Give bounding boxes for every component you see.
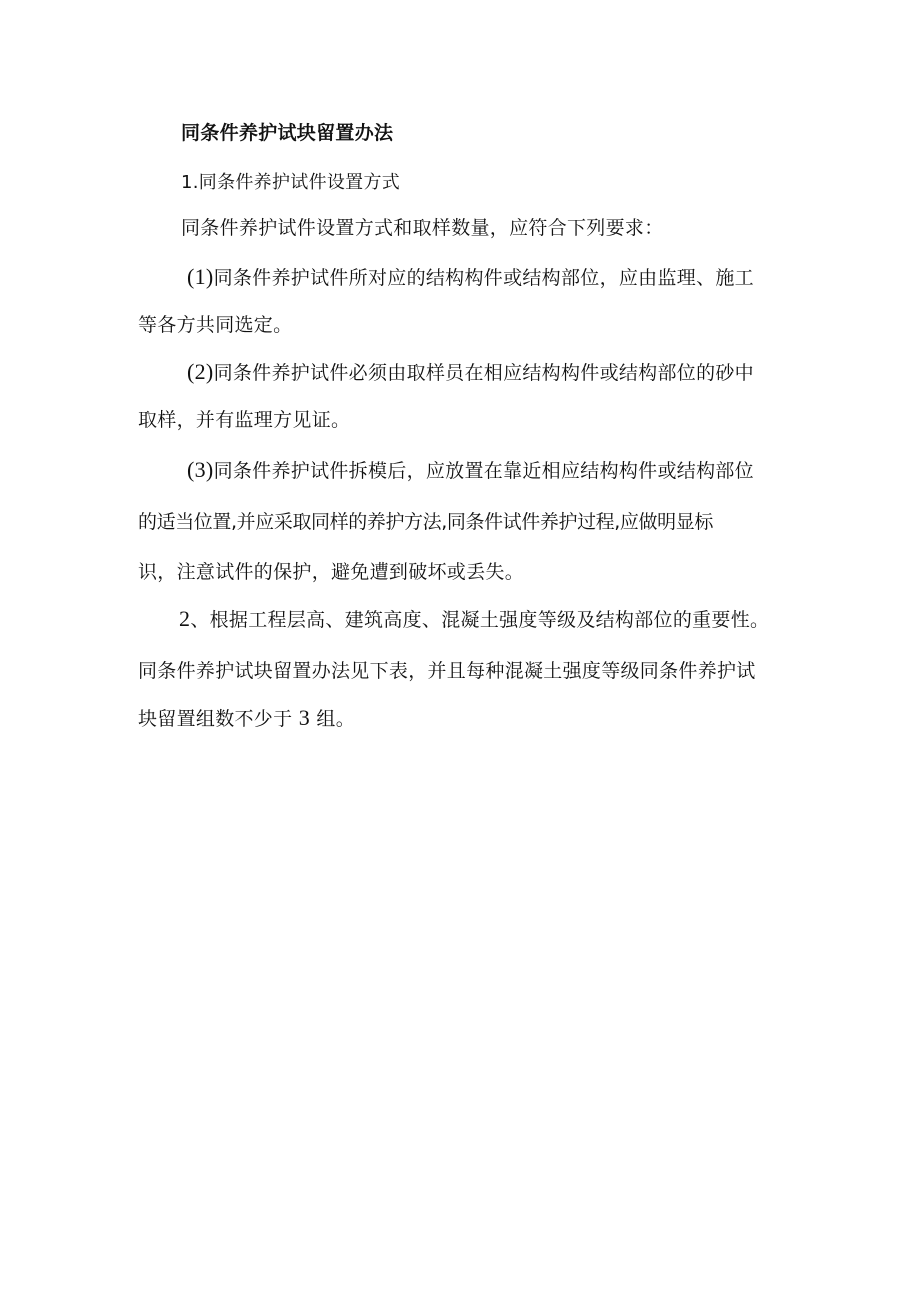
item-2-line-1 [187, 360, 754, 385]
section-2-line-2: 同条件养护试块留置办法见下表，并且每种混凝土强度等级同条件养护试 [138, 660, 756, 682]
item-3-line-1 [187, 458, 754, 483]
item-3-text: 同条件养护试件拆模后，应放置在靠近相应结构构件或结构部位 [213, 460, 754, 482]
intro-paragraph: 同条件养护试件设置方式和取样数量，应符合下列要求： [181, 217, 664, 239]
item-3-line-3: 识，注意试件的保护，避免遭到破坏或丢失。 [138, 561, 525, 583]
group-count-number: 3 [298, 705, 311, 730]
section-1-heading: 1.同条件养护试件设置方式 [181, 172, 401, 193]
section-2-number: 2 [179, 606, 191, 631]
item-2-line-2: 取样，并有监理方见证。 [138, 409, 351, 431]
item-3-line-2: 的适当位置,并应采取同样的养护方法,同条件试件养护过程,应做明显标 [138, 511, 713, 533]
item-1-text: 同条件养护试件所对应的结构构件或结构部位，应由监理、施工 [213, 267, 754, 289]
item-1-line-2: 等各方共同选定。 [138, 314, 293, 336]
item-2-text: 同条件养护试件必须由取样员在相应结构构件或结构部位的砂中 [213, 362, 754, 384]
document-title: 同条件养护试块留置办法 [181, 122, 394, 144]
item-2-number: (2) [187, 359, 214, 384]
section-2-line-3-text-a: 块留置组数不少于 [138, 708, 293, 730]
item-3-number: (3) [187, 457, 214, 482]
section-2-line-1 [179, 607, 769, 632]
item-1-line-1 [187, 265, 754, 290]
section-2-line-3-text-b: 组。 [316, 708, 356, 730]
item-1-number: (1) [187, 264, 214, 289]
section-2-line-3 [138, 706, 355, 731]
section-2-text: 、根据工程层高、建筑高度、混凝土强度等级及结构部位的重要性。 [190, 609, 770, 631]
